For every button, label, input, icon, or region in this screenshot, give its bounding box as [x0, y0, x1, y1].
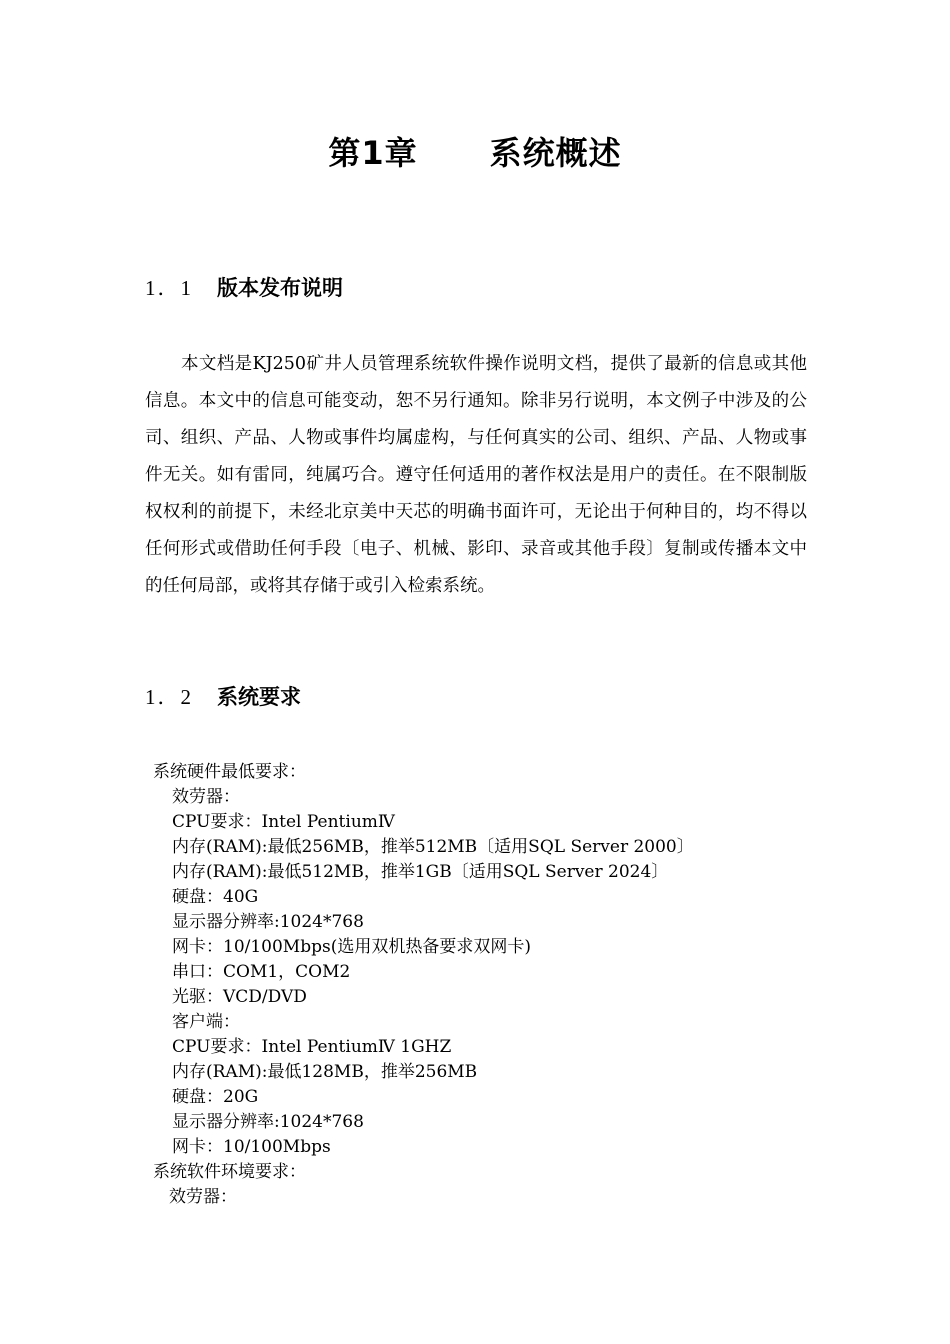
list-item: 网卡：10/100Mbps(选用双机热备要求双网卡) [172, 937, 531, 957]
chapter-number: 第1章 [328, 134, 418, 172]
list-item: 内存(RAM):最低128MB，推举256MB [172, 1062, 478, 1082]
section-title: 版本发布说明 [217, 276, 343, 300]
chapter-title-text: 系统概述 [489, 134, 622, 172]
list-item: 内存(RAM):最低256MB，推举512MB〔适用SQL Server 2000〕 [172, 837, 694, 857]
client-label: 客户端： [172, 1012, 240, 1032]
list-item: 硬盘：40G [172, 887, 259, 907]
list-item: 网卡：10/100Mbps [172, 1137, 331, 1157]
section-title: 系统要求 [217, 685, 301, 709]
section-number: 1．1 [145, 276, 193, 300]
list-item: CPU要求：Intel PentiumⅣ [172, 812, 395, 832]
requirements-list [0, 760, 950, 1210]
software-heading: 系统软件环境要求： [153, 1162, 306, 1182]
section-heading-release [145, 272, 343, 302]
list-item: 显示器分辨率:1024*768 [172, 1112, 364, 1132]
list-item: 硬盘：20G [172, 1087, 259, 1107]
section-heading-requirements [145, 681, 301, 711]
list-item: 串口：COM1，COM2 [172, 962, 351, 982]
list-item: 内存(RAM):最低512MB，推举1GB〔适用SQL Server 2024〕 [172, 862, 669, 882]
list-item: CPU要求：Intel PentiumⅣ 1GHZ [172, 1037, 452, 1057]
server-label: 效劳器： [172, 787, 240, 807]
software-server-label: 效劳器： [169, 1187, 237, 1207]
release-notes-paragraph: 本文档是KJ250矿井人员管理系统软件操作说明文档，提供了最新的信息或其他信息。本文中的信息可能变动，恕不另行通知。除非另行说明，本文例子中涉及的公司、组织、产品、人物或事件均属虚构，与任何真实的公司、组织、产品、人物或事件无关。如有雷同，纯属巧合。遵守任何适用的著作权法是用户的责任。在不限制版权权利的前提下，未经北京美中天芯的明确书面许可，无论出于何种目的，均不得以任何形式或借助任何手段〔电子、机械、影印、录音或其他手段〕复制或传播本文中的任何局部，或将其存储于或引入检索系统。 [145, 354, 807, 596]
list-item: 光驱：VCD/DVD [172, 987, 307, 1007]
list-item: 显示器分辨率:1024*768 [172, 912, 364, 932]
hardware-heading: 系统硬件最低要求： [153, 762, 306, 782]
section-number: 1．2 [145, 685, 193, 709]
chapter-title [0, 128, 950, 174]
